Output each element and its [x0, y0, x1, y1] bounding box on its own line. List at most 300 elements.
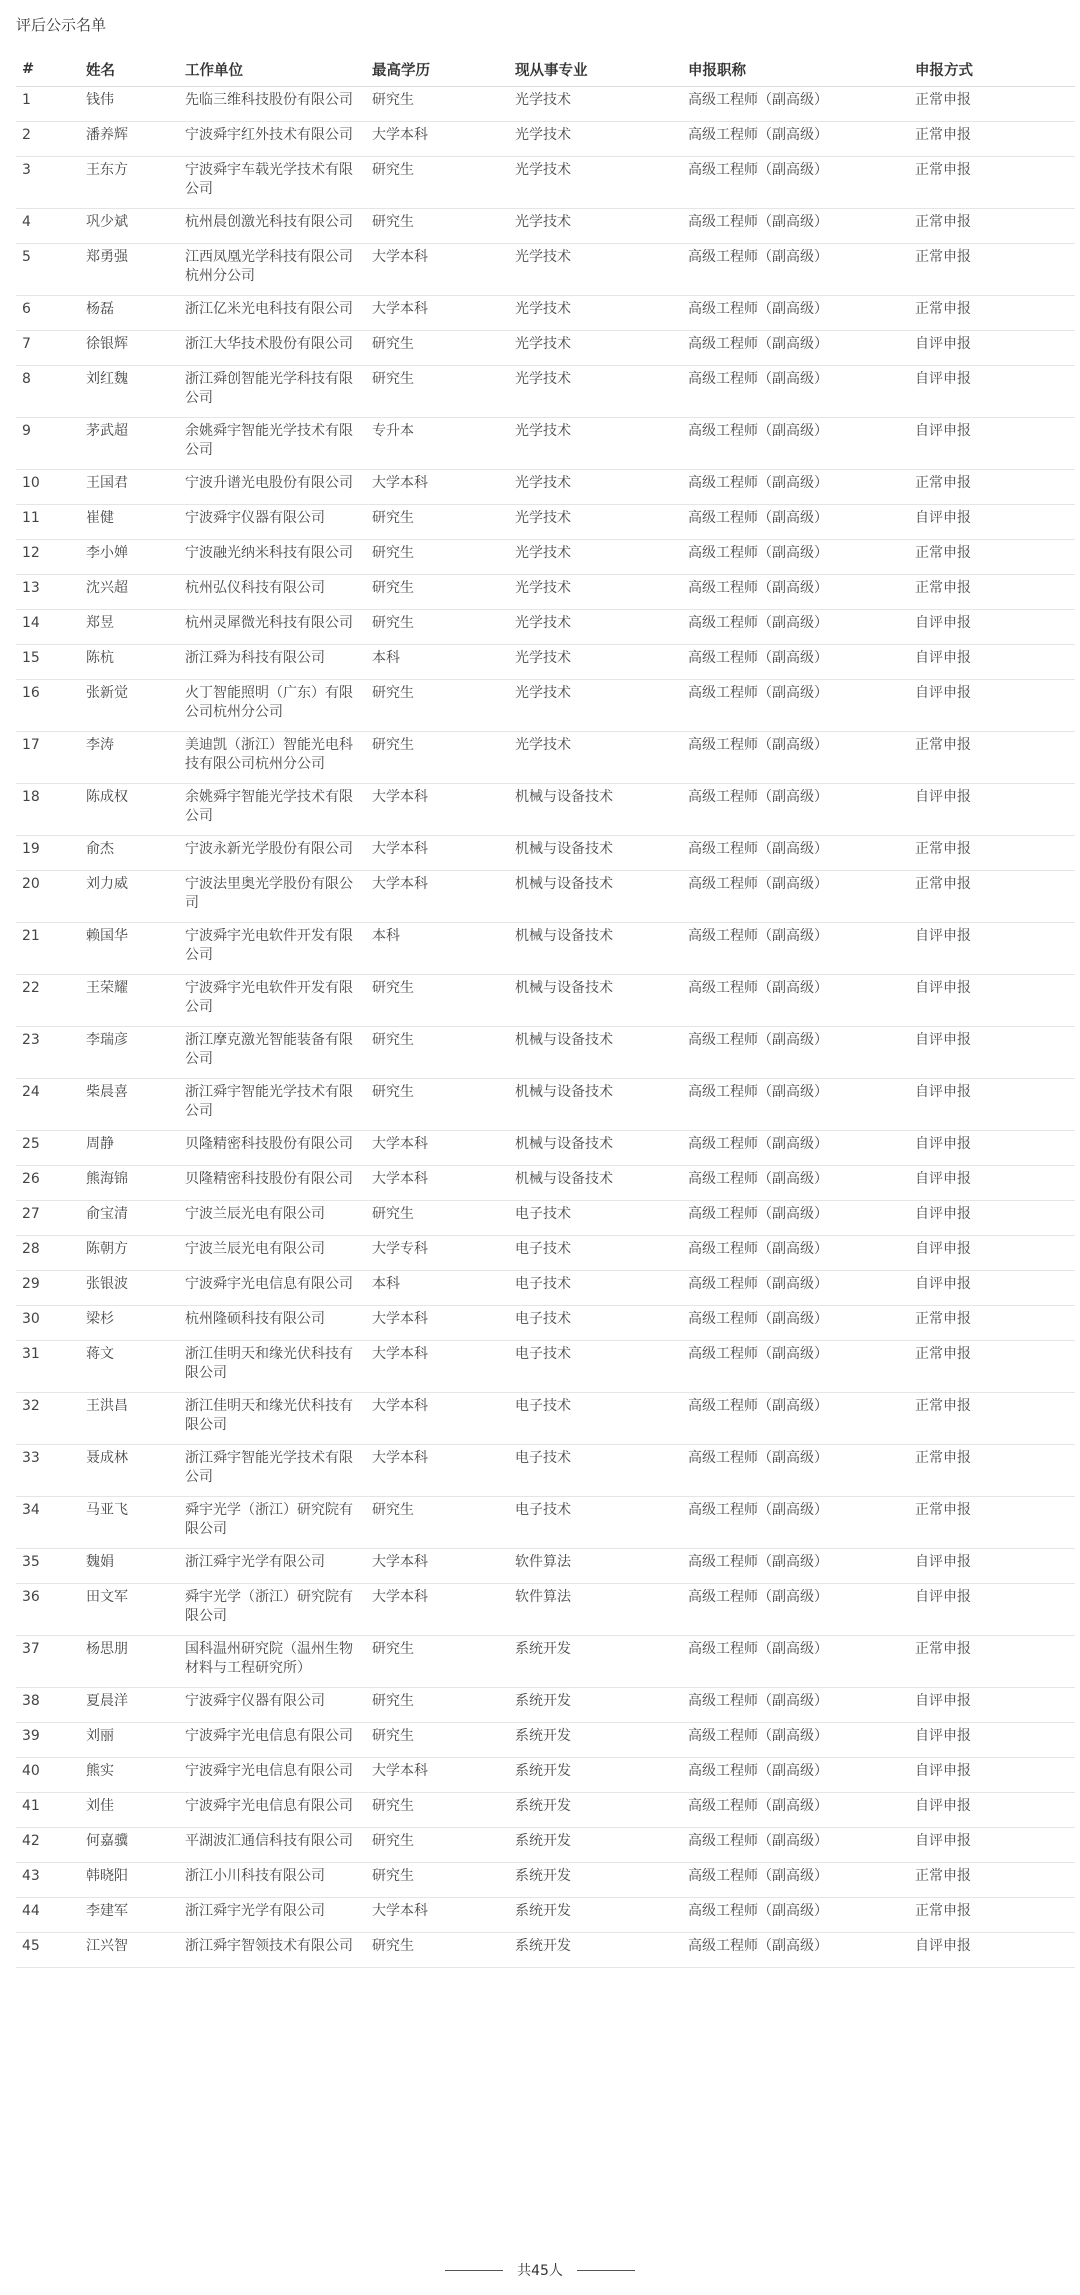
table-row — [16, 732, 1075, 784]
cell-major: 光学技术 — [509, 209, 682, 244]
cell-apply-mode: 自评申报 — [909, 1758, 1075, 1793]
cell-education: 研究生 — [366, 366, 509, 418]
cell-education: 大学本科 — [366, 122, 509, 157]
cell-employer: 宁波永新光学股份有限公司 — [179, 836, 366, 871]
cell-apply-mode: 正常申报 — [909, 1636, 1075, 1688]
cell-employer: 舜宇光学（浙江）研究院有限公司 — [179, 1497, 366, 1549]
cell-employer: 宁波舜宇光电信息有限公司 — [179, 1793, 366, 1828]
table-body — [16, 87, 1075, 1968]
cell-employer: 浙江舜宇智领技术有限公司 — [179, 1933, 366, 1968]
cell-apply-mode: 正常申报 — [909, 732, 1075, 784]
cell-title: 高级工程师（副高级） — [682, 540, 909, 575]
cell-employer: 美迪凯（浙江）智能光电科技有限公司杭州分公司 — [179, 732, 366, 784]
cell-major: 系统开发 — [509, 1723, 682, 1758]
cell-employer: 浙江舜宇智能光学技术有限公司 — [179, 1445, 366, 1497]
cell-employer: 贝隆精密科技股份有限公司 — [179, 1166, 366, 1201]
cell-major: 电子技术 — [509, 1236, 682, 1271]
cell-major: 机械与设备技术 — [509, 836, 682, 871]
table-row — [16, 975, 1075, 1027]
cell-employer: 杭州晨创激光科技有限公司 — [179, 209, 366, 244]
cell-employer: 浙江佳明天和缘光伏科技有限公司 — [179, 1341, 366, 1393]
cell-apply-mode: 自评申报 — [909, 505, 1075, 540]
cell-education: 大学本科 — [366, 871, 509, 923]
cell-index: 2 — [16, 122, 80, 157]
cell-education: 研究生 — [366, 331, 509, 366]
cell-index: 16 — [16, 680, 80, 732]
cell-title: 高级工程师（副高级） — [682, 923, 909, 975]
cell-title: 高级工程师（副高级） — [682, 1793, 909, 1828]
cell-employer: 国科温州研究院（温州生物材料与工程研究所） — [179, 1636, 366, 1688]
table-row — [16, 645, 1075, 680]
cell-name: 张银波 — [80, 1271, 179, 1306]
table-row — [16, 470, 1075, 505]
table-row — [16, 784, 1075, 836]
cell-major: 系统开发 — [509, 1758, 682, 1793]
table-row — [16, 1027, 1075, 1079]
cell-name: 刘佳 — [80, 1793, 179, 1828]
cell-major: 光学技术 — [509, 296, 682, 331]
table-row — [16, 1863, 1075, 1898]
cell-education: 大学本科 — [366, 1166, 509, 1201]
cell-education: 研究生 — [366, 1828, 509, 1863]
cell-title: 高级工程师（副高级） — [682, 610, 909, 645]
cell-apply-mode: 正常申报 — [909, 157, 1075, 209]
table-row — [16, 1584, 1075, 1636]
cell-education: 研究生 — [366, 1636, 509, 1688]
cell-employer: 宁波兰辰光电有限公司 — [179, 1201, 366, 1236]
header-major: 现从事专业 — [509, 52, 682, 87]
cell-name: 郑勇强 — [80, 244, 179, 296]
cell-name: 潘养辉 — [80, 122, 179, 157]
cell-education: 研究生 — [366, 975, 509, 1027]
cell-education: 研究生 — [366, 1863, 509, 1898]
cell-apply-mode: 自评申报 — [909, 680, 1075, 732]
table-row — [16, 1549, 1075, 1584]
table-row — [16, 1636, 1075, 1688]
cell-major: 机械与设备技术 — [509, 1131, 682, 1166]
cell-index: 6 — [16, 296, 80, 331]
cell-index: 32 — [16, 1393, 80, 1445]
cell-major: 机械与设备技术 — [509, 784, 682, 836]
cell-title: 高级工程师（副高级） — [682, 871, 909, 923]
cell-education: 本科 — [366, 923, 509, 975]
cell-education: 研究生 — [366, 575, 509, 610]
table-row — [16, 1131, 1075, 1166]
cell-apply-mode: 正常申报 — [909, 122, 1075, 157]
cell-index: 15 — [16, 645, 80, 680]
cell-title: 高级工程师（副高级） — [682, 1758, 909, 1793]
cell-index: 22 — [16, 975, 80, 1027]
cell-title: 高级工程师（副高级） — [682, 784, 909, 836]
cell-title: 高级工程师（副高级） — [682, 209, 909, 244]
cell-employer: 浙江舜创智能光学科技有限公司 — [179, 366, 366, 418]
cell-title: 高级工程师（副高级） — [682, 1723, 909, 1758]
cell-name: 李建军 — [80, 1898, 179, 1933]
total-label: 共45人 — [517, 2263, 563, 2279]
cell-apply-mode: 自评申报 — [909, 1793, 1075, 1828]
cell-apply-mode: 自评申报 — [909, 1271, 1075, 1306]
cell-name: 徐银辉 — [80, 331, 179, 366]
cell-apply-mode: 自评申报 — [909, 418, 1075, 470]
cell-title: 高级工程师（副高级） — [682, 418, 909, 470]
cell-title: 高级工程师（副高级） — [682, 1079, 909, 1131]
cell-education: 大学本科 — [366, 296, 509, 331]
divider-left — [445, 2270, 503, 2271]
cell-major: 系统开发 — [509, 1828, 682, 1863]
cell-title: 高级工程师（副高级） — [682, 470, 909, 505]
cell-education: 大学本科 — [366, 1445, 509, 1497]
cell-major: 光学技术 — [509, 366, 682, 418]
cell-apply-mode: 自评申报 — [909, 366, 1075, 418]
cell-education: 研究生 — [366, 1793, 509, 1828]
table-row — [16, 1688, 1075, 1723]
cell-apply-mode: 自评申报 — [909, 1079, 1075, 1131]
cell-title: 高级工程师（副高级） — [682, 1271, 909, 1306]
cell-education: 大学本科 — [366, 244, 509, 296]
cell-apply-mode: 正常申报 — [909, 1445, 1075, 1497]
cell-employer: 杭州隆硕科技有限公司 — [179, 1306, 366, 1341]
table-row — [16, 1828, 1075, 1863]
cell-name: 刘丽 — [80, 1723, 179, 1758]
cell-title: 高级工程师（副高级） — [682, 87, 909, 122]
cell-index: 19 — [16, 836, 80, 871]
cell-education: 研究生 — [366, 680, 509, 732]
cell-education: 大学专科 — [366, 1236, 509, 1271]
cell-title: 高级工程师（副高级） — [682, 331, 909, 366]
cell-name: 张新觉 — [80, 680, 179, 732]
cell-apply-mode: 正常申报 — [909, 470, 1075, 505]
cell-employer: 浙江舜宇光学有限公司 — [179, 1898, 366, 1933]
cell-name: 俞宝清 — [80, 1201, 179, 1236]
cell-name: 陈杭 — [80, 645, 179, 680]
cell-apply-mode: 正常申报 — [909, 1306, 1075, 1341]
cell-index: 31 — [16, 1341, 80, 1393]
cell-name: 李瑞彦 — [80, 1027, 179, 1079]
cell-name: 蒋文 — [80, 1341, 179, 1393]
table-row — [16, 1079, 1075, 1131]
cell-name: 李小婵 — [80, 540, 179, 575]
cell-education: 研究生 — [366, 1933, 509, 1968]
header-employer: 工作单位 — [179, 52, 366, 87]
cell-name: 江兴智 — [80, 1933, 179, 1968]
cell-employer: 宁波舜宇光电软件开发有限公司 — [179, 923, 366, 975]
cell-major: 光学技术 — [509, 732, 682, 784]
cell-employer: 宁波舜宇光电信息有限公司 — [179, 1271, 366, 1306]
cell-education: 大学本科 — [366, 470, 509, 505]
cell-index: 12 — [16, 540, 80, 575]
cell-index: 18 — [16, 784, 80, 836]
cell-title: 高级工程师（副高级） — [682, 1393, 909, 1445]
total-count — [0, 2260, 1080, 2280]
cell-major: 光学技术 — [509, 680, 682, 732]
cell-employer: 浙江亿米光电科技有限公司 — [179, 296, 366, 331]
cell-name: 韩晓阳 — [80, 1863, 179, 1898]
cell-employer: 宁波舜宇光电信息有限公司 — [179, 1758, 366, 1793]
cell-employer: 杭州灵犀微光科技有限公司 — [179, 610, 366, 645]
header-title: 申报职称 — [682, 52, 909, 87]
cell-education: 大学本科 — [366, 1898, 509, 1933]
table-row — [16, 505, 1075, 540]
cell-apply-mode: 自评申报 — [909, 1201, 1075, 1236]
header-name: 姓名 — [80, 52, 179, 87]
cell-apply-mode: 正常申报 — [909, 1898, 1075, 1933]
table-row — [16, 1201, 1075, 1236]
cell-index: 34 — [16, 1497, 80, 1549]
table-row — [16, 1393, 1075, 1445]
table-row — [16, 87, 1075, 122]
cell-index: 44 — [16, 1898, 80, 1933]
cell-apply-mode: 正常申报 — [909, 575, 1075, 610]
cell-index: 35 — [16, 1549, 80, 1584]
cell-major: 电子技术 — [509, 1341, 682, 1393]
table-row — [16, 331, 1075, 366]
cell-employer: 贝隆精密科技股份有限公司 — [179, 1131, 366, 1166]
cell-education: 大学本科 — [366, 1584, 509, 1636]
table-row — [16, 1758, 1075, 1793]
cell-education: 研究生 — [366, 1079, 509, 1131]
cell-major: 光学技术 — [509, 418, 682, 470]
cell-major: 光学技术 — [509, 331, 682, 366]
cell-index: 37 — [16, 1636, 80, 1688]
cell-title: 高级工程师（副高级） — [682, 1306, 909, 1341]
table-row — [16, 209, 1075, 244]
cell-major: 光学技术 — [509, 244, 682, 296]
cell-name: 沈兴超 — [80, 575, 179, 610]
cell-major: 光学技术 — [509, 87, 682, 122]
cell-apply-mode: 自评申报 — [909, 645, 1075, 680]
cell-education: 研究生 — [366, 1723, 509, 1758]
cell-apply-mode: 自评申报 — [909, 1723, 1075, 1758]
cell-employer: 先临三维科技股份有限公司 — [179, 87, 366, 122]
table-row — [16, 157, 1075, 209]
cell-apply-mode: 自评申报 — [909, 1236, 1075, 1271]
cell-education: 大学本科 — [366, 1306, 509, 1341]
roster-table — [16, 52, 1075, 1968]
cell-apply-mode: 自评申报 — [909, 1166, 1075, 1201]
cell-index: 26 — [16, 1166, 80, 1201]
cell-name: 郑昱 — [80, 610, 179, 645]
table-row — [16, 1723, 1075, 1758]
cell-major: 光学技术 — [509, 575, 682, 610]
cell-education: 大学本科 — [366, 1549, 509, 1584]
cell-index: 7 — [16, 331, 80, 366]
cell-major: 光学技术 — [509, 470, 682, 505]
cell-name: 杨磊 — [80, 296, 179, 331]
table-row — [16, 836, 1075, 871]
cell-employer: 宁波升谱光电股份有限公司 — [179, 470, 366, 505]
cell-index: 20 — [16, 871, 80, 923]
cell-name: 田文军 — [80, 1584, 179, 1636]
table-row — [16, 1166, 1075, 1201]
cell-education: 研究生 — [366, 87, 509, 122]
cell-index: 10 — [16, 470, 80, 505]
cell-employer: 余姚舜宇智能光学技术有限公司 — [179, 418, 366, 470]
cell-title: 高级工程师（副高级） — [682, 1636, 909, 1688]
cell-employer: 宁波舜宇车载光学技术有限公司 — [179, 157, 366, 209]
cell-apply-mode: 正常申报 — [909, 1341, 1075, 1393]
cell-major: 系统开发 — [509, 1933, 682, 1968]
cell-major: 电子技术 — [509, 1271, 682, 1306]
cell-name: 刘力威 — [80, 871, 179, 923]
table-row — [16, 540, 1075, 575]
cell-apply-mode: 正常申报 — [909, 540, 1075, 575]
divider-right — [577, 2270, 635, 2271]
cell-title: 高级工程师（副高级） — [682, 366, 909, 418]
table-row — [16, 244, 1075, 296]
cell-index: 1 — [16, 87, 80, 122]
cell-apply-mode: 自评申报 — [909, 1828, 1075, 1863]
cell-name: 王国君 — [80, 470, 179, 505]
cell-education: 本科 — [366, 1271, 509, 1306]
cell-title: 高级工程师（副高级） — [682, 1027, 909, 1079]
cell-name: 赖国华 — [80, 923, 179, 975]
table-row — [16, 1271, 1075, 1306]
cell-major: 光学技术 — [509, 540, 682, 575]
cell-title: 高级工程师（副高级） — [682, 732, 909, 784]
cell-employer: 宁波舜宇光电软件开发有限公司 — [179, 975, 366, 1027]
cell-title: 高级工程师（副高级） — [682, 680, 909, 732]
cell-major: 机械与设备技术 — [509, 1079, 682, 1131]
table-row — [16, 366, 1075, 418]
cell-index: 43 — [16, 1863, 80, 1898]
table-row — [16, 680, 1075, 732]
cell-employer: 宁波法里奥光学股份有限公司 — [179, 871, 366, 923]
cell-employer: 宁波舜宇仪器有限公司 — [179, 1688, 366, 1723]
cell-education: 大学本科 — [366, 1341, 509, 1393]
table-row — [16, 1497, 1075, 1549]
cell-index: 3 — [16, 157, 80, 209]
cell-major: 系统开发 — [509, 1688, 682, 1723]
cell-name: 周静 — [80, 1131, 179, 1166]
cell-name: 钱伟 — [80, 87, 179, 122]
cell-apply-mode: 自评申报 — [909, 923, 1075, 975]
cell-title: 高级工程师（副高级） — [682, 296, 909, 331]
cell-name: 俞杰 — [80, 836, 179, 871]
cell-name: 陈朝方 — [80, 1236, 179, 1271]
cell-major: 软件算法 — [509, 1584, 682, 1636]
cell-major: 电子技术 — [509, 1393, 682, 1445]
cell-name: 聂成林 — [80, 1445, 179, 1497]
cell-index: 36 — [16, 1584, 80, 1636]
cell-education: 大学本科 — [366, 1393, 509, 1445]
cell-index: 39 — [16, 1723, 80, 1758]
cell-title: 高级工程师（副高级） — [682, 1584, 909, 1636]
cell-education: 研究生 — [366, 209, 509, 244]
header-index: # — [16, 52, 80, 87]
cell-major: 电子技术 — [509, 1201, 682, 1236]
cell-major: 电子技术 — [509, 1497, 682, 1549]
cell-education: 研究生 — [366, 1497, 509, 1549]
cell-name: 王洪昌 — [80, 1393, 179, 1445]
cell-apply-mode: 自评申报 — [909, 784, 1075, 836]
cell-name: 王东方 — [80, 157, 179, 209]
cell-major: 系统开发 — [509, 1636, 682, 1688]
cell-index: 25 — [16, 1131, 80, 1166]
cell-name: 梁杉 — [80, 1306, 179, 1341]
cell-education: 研究生 — [366, 610, 509, 645]
cell-title: 高级工程师（副高级） — [682, 1828, 909, 1863]
cell-name: 何嘉骥 — [80, 1828, 179, 1863]
cell-apply-mode: 正常申报 — [909, 871, 1075, 923]
cell-education: 本科 — [366, 645, 509, 680]
cell-index: 42 — [16, 1828, 80, 1863]
cell-name: 陈成权 — [80, 784, 179, 836]
header-education: 最高学历 — [366, 52, 509, 87]
cell-name: 崔健 — [80, 505, 179, 540]
table-row — [16, 575, 1075, 610]
table-row — [16, 923, 1075, 975]
cell-title: 高级工程师（副高级） — [682, 1201, 909, 1236]
cell-apply-mode: 正常申报 — [909, 1497, 1075, 1549]
cell-title: 高级工程师（副高级） — [682, 575, 909, 610]
cell-name: 杨思朋 — [80, 1636, 179, 1688]
cell-employer: 余姚舜宇智能光学技术有限公司 — [179, 784, 366, 836]
cell-index: 40 — [16, 1758, 80, 1793]
cell-title: 高级工程师（副高级） — [682, 1898, 909, 1933]
cell-name: 熊海锦 — [80, 1166, 179, 1201]
cell-employer: 浙江舜宇智能光学技术有限公司 — [179, 1079, 366, 1131]
cell-major: 电子技术 — [509, 1306, 682, 1341]
cell-education: 大学本科 — [366, 784, 509, 836]
table-row — [16, 871, 1075, 923]
cell-major: 机械与设备技术 — [509, 871, 682, 923]
cell-title: 高级工程师（副高级） — [682, 1688, 909, 1723]
cell-employer: 宁波舜宇光电信息有限公司 — [179, 1723, 366, 1758]
cell-title: 高级工程师（副高级） — [682, 122, 909, 157]
cell-apply-mode: 自评申报 — [909, 1933, 1075, 1968]
cell-apply-mode: 自评申报 — [909, 331, 1075, 366]
cell-apply-mode: 自评申报 — [909, 1688, 1075, 1723]
cell-major: 机械与设备技术 — [509, 1166, 682, 1201]
cell-apply-mode: 正常申报 — [909, 244, 1075, 296]
cell-employer: 浙江小川科技有限公司 — [179, 1863, 366, 1898]
cell-name: 马亚飞 — [80, 1497, 179, 1549]
table-row — [16, 122, 1075, 157]
cell-major: 系统开发 — [509, 1898, 682, 1933]
cell-index: 28 — [16, 1236, 80, 1271]
cell-employer: 杭州弘仪科技有限公司 — [179, 575, 366, 610]
cell-major: 光学技术 — [509, 157, 682, 209]
cell-apply-mode: 正常申报 — [909, 1863, 1075, 1898]
cell-major: 光学技术 — [509, 122, 682, 157]
cell-major: 光学技术 — [509, 645, 682, 680]
cell-title: 高级工程师（副高级） — [682, 1341, 909, 1393]
cell-index: 11 — [16, 505, 80, 540]
cell-employer: 宁波舜宇红外技术有限公司 — [179, 122, 366, 157]
cell-title: 高级工程师（副高级） — [682, 505, 909, 540]
cell-education: 研究生 — [366, 540, 509, 575]
cell-employer: 火丁智能照明（广东）有限公司杭州分公司 — [179, 680, 366, 732]
cell-major: 机械与设备技术 — [509, 1027, 682, 1079]
cell-apply-mode: 正常申报 — [909, 1393, 1075, 1445]
cell-major: 机械与设备技术 — [509, 975, 682, 1027]
cell-name: 刘红魏 — [80, 366, 179, 418]
cell-index: 21 — [16, 923, 80, 975]
cell-title: 高级工程师（副高级） — [682, 1131, 909, 1166]
cell-employer: 浙江佳明天和缘光伏科技有限公司 — [179, 1393, 366, 1445]
table-row — [16, 418, 1075, 470]
cell-employer: 浙江大华技术股份有限公司 — [179, 331, 366, 366]
cell-major: 光学技术 — [509, 610, 682, 645]
cell-name: 巩少斌 — [80, 209, 179, 244]
table-row — [16, 1236, 1075, 1271]
cell-index: 30 — [16, 1306, 80, 1341]
cell-index: 45 — [16, 1933, 80, 1968]
cell-apply-mode: 自评申报 — [909, 975, 1075, 1027]
table-row — [16, 1933, 1075, 1968]
table-row — [16, 610, 1075, 645]
cell-index: 5 — [16, 244, 80, 296]
